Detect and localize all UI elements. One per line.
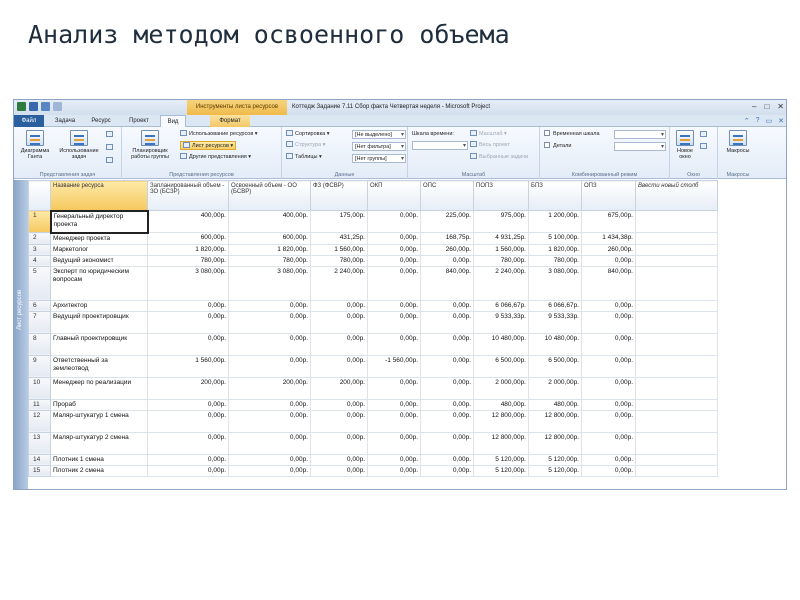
task-usage-button[interactable] bbox=[56, 130, 102, 160]
tab-project[interactable]: Проект bbox=[129, 118, 149, 124]
value-cell[interactable]: 200,00р. bbox=[311, 377, 368, 399]
empty-cell[interactable] bbox=[636, 399, 718, 410]
value-cell[interactable]: 0,00р. bbox=[582, 377, 636, 399]
calendar-view-icon[interactable] bbox=[106, 144, 115, 153]
table-row[interactable] bbox=[29, 454, 718, 465]
group-task-views bbox=[14, 127, 122, 179]
value-cell[interactable]: 1 200,00р. bbox=[529, 211, 582, 233]
group-combo[interactable]: [Нет группы] ▾ bbox=[352, 154, 406, 163]
group-label-task-views: Представления задач bbox=[39, 172, 96, 178]
other-views-button[interactable]: Другие представления ▾ bbox=[180, 153, 251, 162]
col-header-add-new[interactable]: Ввести новый столб bbox=[636, 181, 718, 211]
details-combo[interactable] bbox=[614, 142, 666, 151]
entire-project-icon bbox=[470, 141, 477, 147]
value-cell[interactable]: 260,00р. bbox=[421, 244, 474, 255]
view-bar bbox=[14, 180, 28, 490]
table-row[interactable] bbox=[29, 355, 718, 377]
value-cell[interactable]: 0,00р. bbox=[148, 454, 229, 465]
value-cell[interactable]: 5 120,00р. bbox=[529, 465, 582, 476]
value-cell[interactable]: 6 066,67р. bbox=[474, 300, 529, 311]
value-cell[interactable]: 600,00р. bbox=[229, 233, 311, 245]
task-usage-label: Использование задач bbox=[59, 148, 99, 160]
value-cell[interactable]: 0,00р. bbox=[582, 399, 636, 410]
value-cell[interactable]: 0,00р. bbox=[421, 410, 474, 432]
value-cell[interactable]: 780,00р. bbox=[229, 255, 311, 266]
tab-task[interactable]: Задача bbox=[54, 118, 76, 124]
row-id[interactable]: 15 bbox=[29, 465, 51, 476]
new-window-label: Новое окно bbox=[676, 148, 693, 160]
value-cell[interactable]: 0,00р. bbox=[229, 399, 311, 410]
resource-name-cell[interactable]: Эксперт по юридическим вопросам bbox=[51, 266, 148, 300]
value-cell[interactable]: 0,00р. bbox=[368, 454, 421, 465]
outline-icon bbox=[286, 141, 293, 147]
value-cell[interactable]: 0,00р. bbox=[368, 399, 421, 410]
value-cell[interactable]: 5 100,00р. bbox=[529, 233, 582, 245]
value-cell[interactable]: 0,00р. bbox=[229, 355, 311, 377]
close-button[interactable]: ✕ bbox=[777, 102, 784, 111]
help-icon[interactable]: ? bbox=[755, 117, 760, 124]
row-id[interactable]: 1 bbox=[29, 211, 51, 233]
header-row bbox=[29, 181, 718, 211]
value-cell[interactable]: 3 080,00р. bbox=[148, 266, 229, 300]
value-cell[interactable]: 0,00р. bbox=[148, 333, 229, 355]
value-cell[interactable]: 780,00р. bbox=[148, 255, 229, 266]
value-cell[interactable]: -1 560,00р. bbox=[368, 355, 421, 377]
resource-name-cell[interactable]: Менеджер по реализации bbox=[51, 377, 148, 399]
empty-cell[interactable] bbox=[636, 311, 718, 333]
value-cell[interactable]: 0,00р. bbox=[421, 255, 474, 266]
value-cell[interactable]: 0,00р. bbox=[421, 355, 474, 377]
value-cell[interactable]: 0,00р. bbox=[311, 399, 368, 410]
highlight-combo[interactable]: [Не выделено] ▾ bbox=[352, 130, 406, 139]
value-cell[interactable]: 0,00р. bbox=[368, 333, 421, 355]
quick-access-toolbar bbox=[17, 102, 62, 111]
ms-project-window bbox=[13, 99, 787, 490]
value-cell[interactable]: 0,00р. bbox=[368, 211, 421, 233]
task-usage-icon bbox=[70, 130, 88, 146]
window-controls bbox=[752, 102, 784, 112]
value-cell[interactable]: 0,00р. bbox=[368, 266, 421, 300]
value-cell[interactable]: 0,00р. bbox=[311, 300, 368, 311]
value-cell[interactable]: 9 533,33р. bbox=[474, 311, 529, 333]
value-cell[interactable]: 4 931,25р. bbox=[474, 233, 529, 245]
selected-tasks-label: Выбранные задачи bbox=[479, 154, 529, 160]
resource-name-cell[interactable]: Ведущий проектировщик bbox=[51, 311, 148, 333]
select-all-corner[interactable] bbox=[29, 181, 51, 211]
value-cell[interactable]: 0,00р. bbox=[582, 311, 636, 333]
sort-label: Сортировка bbox=[295, 131, 326, 137]
col-header-sv[interactable]: ОКП bbox=[368, 181, 421, 211]
value-cell[interactable]: 6 500,00р. bbox=[474, 355, 529, 377]
value-cell[interactable]: 400,00р. bbox=[148, 211, 229, 233]
value-cell[interactable]: 0,00р. bbox=[148, 465, 229, 476]
gantt-icon bbox=[26, 130, 44, 146]
entire-project-button[interactable] bbox=[470, 141, 510, 150]
row-id[interactable]: 4 bbox=[29, 255, 51, 266]
value-cell[interactable]: 200,00р. bbox=[229, 377, 311, 399]
details-checkbox[interactable] bbox=[544, 142, 571, 151]
value-cell[interactable]: 0,00р. bbox=[368, 377, 421, 399]
ribbon-tabs bbox=[14, 115, 787, 127]
value-cell[interactable]: 0,00р. bbox=[582, 333, 636, 355]
value-cell[interactable]: 0,00р. bbox=[229, 333, 311, 355]
minimize-button[interactable]: – bbox=[752, 102, 757, 111]
tables-label: Таблицы bbox=[295, 154, 318, 160]
sort-button[interactable]: Сортировка ▾ bbox=[286, 130, 329, 139]
table-row[interactable] bbox=[29, 311, 718, 333]
resource-name-cell[interactable]: Ответственный за землеотвод bbox=[51, 355, 148, 377]
value-cell[interactable]: 1 820,00р. bbox=[529, 244, 582, 255]
value-cell[interactable]: 6 500,00р. bbox=[529, 355, 582, 377]
value-cell[interactable]: 431,25р. bbox=[311, 233, 368, 245]
outline-button[interactable]: Структура ▾ bbox=[286, 141, 325, 150]
value-cell[interactable]: 400,00р. bbox=[229, 211, 311, 233]
save-icon[interactable] bbox=[29, 102, 38, 111]
view-bar-label: Лист ресурсов bbox=[17, 289, 23, 330]
resource-name-cell[interactable]: Маляр-штукатур 1 смена bbox=[51, 410, 148, 432]
window-titlebar bbox=[14, 100, 787, 115]
timescale-label: Шкала времени: bbox=[412, 131, 454, 137]
table-row[interactable] bbox=[29, 333, 718, 355]
outline-label: Структура bbox=[295, 142, 322, 148]
table-row[interactable] bbox=[29, 377, 718, 399]
table-row[interactable] bbox=[29, 233, 718, 245]
value-cell[interactable]: 0,00р. bbox=[582, 355, 636, 377]
new-window-button[interactable] bbox=[673, 130, 697, 160]
value-cell[interactable]: 1 560,00р. bbox=[474, 244, 529, 255]
empty-cell[interactable] bbox=[636, 454, 718, 465]
tables-icon bbox=[286, 153, 293, 159]
value-cell[interactable]: 0,00р. bbox=[368, 244, 421, 255]
empty-cell[interactable] bbox=[636, 432, 718, 454]
value-cell[interactable]: 9 533,33р. bbox=[529, 311, 582, 333]
value-cell[interactable]: 168,75р. bbox=[421, 233, 474, 245]
switch-windows-icon[interactable] bbox=[700, 131, 709, 140]
details-label: Детали bbox=[553, 143, 572, 149]
value-cell[interactable]: 0,00р. bbox=[421, 399, 474, 410]
details-checkbox-box bbox=[544, 142, 550, 148]
value-cell[interactable]: 6 066,67р. bbox=[529, 300, 582, 311]
sort-icon bbox=[286, 130, 293, 136]
table-row[interactable] bbox=[29, 300, 718, 311]
timeline-checkbox-box bbox=[544, 130, 550, 136]
col-header-acwp[interactable]: ФЗ (ФСВР) bbox=[311, 181, 368, 211]
app-icon bbox=[17, 102, 26, 111]
empty-cell[interactable] bbox=[636, 266, 718, 300]
zoom-button[interactable]: Масштаб ▾ bbox=[470, 130, 507, 139]
value-cell[interactable]: 12 800,00р. bbox=[474, 410, 529, 432]
gantt-label: Диаграмма Ганта bbox=[20, 148, 50, 160]
value-cell[interactable]: 12 800,00р. bbox=[529, 432, 582, 454]
selected-tasks-icon bbox=[470, 153, 477, 159]
resource-name-cell[interactable]: Главный проектировщик bbox=[51, 333, 148, 355]
resource-name-cell[interactable]: Менеджер проекта bbox=[51, 233, 148, 245]
value-cell[interactable]: 1 820,00р. bbox=[229, 244, 311, 255]
value-cell[interactable]: 5 120,00р. bbox=[474, 454, 529, 465]
value-cell[interactable]: 0,00р. bbox=[229, 454, 311, 465]
macros-icon bbox=[729, 130, 747, 146]
team-planner-icon bbox=[141, 130, 159, 146]
value-cell[interactable]: 1 820,00р. bbox=[148, 244, 229, 255]
value-cell[interactable]: 0,00р. bbox=[148, 311, 229, 333]
value-cell[interactable]: 2 000,00р. bbox=[529, 377, 582, 399]
value-cell[interactable]: 0,00р. bbox=[311, 333, 368, 355]
value-cell[interactable]: 0,00р. bbox=[229, 465, 311, 476]
filter-combo[interactable]: [Нет фильтра] ▾ bbox=[352, 142, 406, 151]
value-cell[interactable]: 3 080,00р. bbox=[529, 266, 582, 300]
value-cell[interactable]: 1 560,00р. bbox=[311, 244, 368, 255]
value-cell[interactable]: 0,00р. bbox=[148, 399, 229, 410]
network-view-icon[interactable] bbox=[106, 131, 115, 140]
group-macros bbox=[718, 127, 758, 179]
value-cell[interactable]: 10 480,00р. bbox=[529, 333, 582, 355]
value-cell[interactable]: 840,00р. bbox=[582, 266, 636, 300]
value-cell[interactable]: 0,00р. bbox=[311, 454, 368, 465]
timeline-checkbox[interactable] bbox=[544, 130, 600, 139]
value-cell[interactable]: 0,00р. bbox=[229, 300, 311, 311]
value-cell[interactable]: 0,00р. bbox=[421, 311, 474, 333]
value-cell[interactable]: 12 800,00р. bbox=[474, 432, 529, 454]
tables-button[interactable]: Таблицы ▾ bbox=[286, 153, 322, 162]
empty-cell[interactable] bbox=[636, 255, 718, 266]
tab-file[interactable]: Файл bbox=[14, 115, 44, 127]
value-cell[interactable]: 780,00р. bbox=[529, 255, 582, 266]
group-label-macros: Макросы bbox=[726, 172, 750, 178]
team-planner-button[interactable] bbox=[126, 130, 174, 160]
row-id[interactable]: 7 bbox=[29, 311, 51, 333]
value-cell[interactable]: 0,00р. bbox=[582, 465, 636, 476]
empty-cell[interactable] bbox=[636, 377, 718, 399]
value-cell[interactable]: 225,00р. bbox=[421, 211, 474, 233]
col-header-bac[interactable]: БПЗ bbox=[529, 181, 582, 211]
table-row[interactable] bbox=[29, 255, 718, 266]
value-cell[interactable]: 480,00р. bbox=[474, 399, 529, 410]
row-id[interactable]: 9 bbox=[29, 355, 51, 377]
timeline-combo[interactable] bbox=[614, 130, 666, 139]
arrange-icon[interactable] bbox=[700, 143, 709, 152]
resource-usage-icon bbox=[180, 130, 187, 136]
other-views-label: Другие представления bbox=[189, 154, 247, 160]
value-cell[interactable]: 780,00р. bbox=[311, 255, 368, 266]
row-id[interactable]: 13 bbox=[29, 432, 51, 454]
resource-sheet-icon bbox=[183, 142, 190, 148]
value-cell[interactable]: 12 800,00р. bbox=[529, 410, 582, 432]
timescale-combo[interactable] bbox=[412, 141, 468, 150]
value-cell[interactable]: 0,00р. bbox=[421, 454, 474, 465]
value-cell[interactable]: 0,00р. bbox=[582, 255, 636, 266]
resource-name-cell[interactable]: Маркетолог bbox=[51, 244, 148, 255]
group-resource-views bbox=[122, 127, 282, 179]
new-window-icon bbox=[676, 130, 694, 146]
table-row[interactable] bbox=[29, 410, 718, 432]
group-window bbox=[670, 127, 718, 179]
empty-cell[interactable] bbox=[636, 244, 718, 255]
resource-usage-label: Использование ресурсов bbox=[189, 131, 254, 137]
close-doc-icon[interactable]: ✕ bbox=[778, 118, 784, 125]
empty-cell[interactable] bbox=[636, 211, 718, 233]
ribbon bbox=[14, 127, 787, 179]
value-cell[interactable]: 0,00р. bbox=[582, 454, 636, 465]
group-label-window: Окно bbox=[687, 172, 700, 178]
restore-icon[interactable]: ▭ bbox=[765, 118, 773, 125]
resource-usage-button[interactable]: Использование ресурсов ▾ bbox=[180, 130, 258, 139]
context-tab-label: Инструменты листа ресурсов bbox=[187, 100, 287, 115]
value-cell[interactable]: 675,00р. bbox=[582, 211, 636, 233]
help-icons bbox=[744, 117, 784, 125]
resource-name-cell[interactable]: Прораб bbox=[51, 399, 148, 410]
value-cell[interactable]: 0,00р. bbox=[368, 465, 421, 476]
value-cell[interactable]: 0,00р. bbox=[421, 465, 474, 476]
table-row[interactable] bbox=[29, 465, 718, 476]
value-cell[interactable]: 0,00р. bbox=[582, 432, 636, 454]
value-cell[interactable]: 0,00р. bbox=[421, 300, 474, 311]
resource-name-cell[interactable]: Маляр-штукатур 2 смена bbox=[51, 432, 148, 454]
resource-name-cell[interactable]: Генеральный директор проекта bbox=[51, 211, 148, 233]
undo-icon[interactable] bbox=[41, 102, 50, 111]
value-cell[interactable]: 840,00р. bbox=[421, 266, 474, 300]
value-cell[interactable]: 0,00р. bbox=[368, 300, 421, 311]
row-id[interactable]: 8 bbox=[29, 333, 51, 355]
zoom-label: Масштаб bbox=[479, 131, 503, 137]
value-cell[interactable]: 0,00р. bbox=[368, 233, 421, 245]
value-cell[interactable]: 1 434,38р. bbox=[582, 233, 636, 245]
value-cell[interactable]: 5 120,00р. bbox=[529, 454, 582, 465]
value-cell[interactable]: 480,00р. bbox=[529, 399, 582, 410]
team-planner-label: Планировщик работы группы bbox=[131, 148, 169, 160]
value-cell[interactable]: 0,00р. bbox=[368, 311, 421, 333]
table-row[interactable] bbox=[29, 244, 718, 255]
value-cell[interactable]: 2 000,00р. bbox=[474, 377, 529, 399]
value-cell[interactable]: 260,00р. bbox=[582, 244, 636, 255]
table-row[interactable] bbox=[29, 432, 718, 454]
table-row[interactable] bbox=[29, 399, 718, 410]
value-cell[interactable]: 0,00р. bbox=[148, 410, 229, 432]
value-cell[interactable]: 0,00р. bbox=[311, 410, 368, 432]
tab-format[interactable]: Формат bbox=[210, 115, 250, 127]
row-id[interactable]: 6 bbox=[29, 300, 51, 311]
ribbon-collapse-icon[interactable]: ⌃ bbox=[743, 118, 750, 125]
value-cell[interactable]: 0,00р. bbox=[582, 410, 636, 432]
zoom-icon bbox=[470, 130, 477, 136]
redo-icon[interactable] bbox=[53, 102, 62, 111]
value-cell[interactable]: 0,00р. bbox=[311, 355, 368, 377]
value-cell[interactable]: 2 240,00р. bbox=[311, 266, 368, 300]
row-id[interactable]: 3 bbox=[29, 244, 51, 255]
group-label-zoom: Масштаб bbox=[461, 172, 486, 178]
empty-cell[interactable] bbox=[636, 300, 718, 311]
value-cell[interactable]: 0,00р. bbox=[311, 311, 368, 333]
resource-table bbox=[28, 180, 718, 477]
col-header-bcws[interactable]: Запланированный объем - ЗО (БСЗР) bbox=[148, 181, 229, 211]
value-cell[interactable]: 780,00р. bbox=[474, 255, 529, 266]
tab-resource[interactable]: Ресурс bbox=[91, 118, 111, 124]
value-cell[interactable]: 0,00р. bbox=[229, 410, 311, 432]
value-cell[interactable]: 975,00р. bbox=[474, 211, 529, 233]
value-cell[interactable]: 0,00р. bbox=[582, 300, 636, 311]
value-cell[interactable]: 175,00р. bbox=[311, 211, 368, 233]
other-task-views-icon[interactable] bbox=[106, 157, 115, 166]
row-id[interactable]: 12 bbox=[29, 410, 51, 432]
slide-title: Анализ методом освоенного объема bbox=[28, 20, 510, 49]
value-cell[interactable]: 0,00р. bbox=[229, 432, 311, 454]
value-cell[interactable]: 10 480,00р. bbox=[474, 333, 529, 355]
timeline-label: Временная шкала bbox=[553, 131, 600, 137]
group-split-view bbox=[540, 127, 670, 179]
table-body bbox=[29, 211, 718, 477]
empty-cell[interactable] bbox=[636, 410, 718, 432]
row-id[interactable]: 14 bbox=[29, 454, 51, 465]
empty-cell[interactable] bbox=[636, 465, 718, 476]
value-cell[interactable]: 3 080,00р. bbox=[229, 266, 311, 300]
group-label-resource-views: Представления ресурсов bbox=[169, 172, 234, 178]
tab-view[interactable]: Вид bbox=[160, 115, 186, 127]
col-header-bcwp[interactable]: Освоенный объем - ОО (БСВР) bbox=[229, 181, 311, 211]
window-title: Коттедж Задание 7.11 Сбор факта Четвертая неделя - Microsoft Project bbox=[292, 104, 491, 110]
resource-sheet-label: Лист ресурсов bbox=[192, 143, 229, 149]
group-label-split-view: Комбинированный режим bbox=[571, 172, 638, 178]
col-header-eac[interactable]: ПОПЗ bbox=[474, 181, 529, 211]
value-cell[interactable]: 0,00р. bbox=[148, 432, 229, 454]
value-cell[interactable]: 5 120,00р. bbox=[474, 465, 529, 476]
table-row[interactable] bbox=[29, 211, 718, 233]
resource-name-cell[interactable]: Плотник 2 смена bbox=[51, 465, 148, 476]
group-zoom bbox=[408, 127, 540, 179]
macros-label: Макросы bbox=[726, 148, 750, 154]
value-cell[interactable]: 0,00р. bbox=[421, 377, 474, 399]
value-cell[interactable]: 0,00р. bbox=[311, 432, 368, 454]
selected-tasks-button[interactable] bbox=[470, 153, 528, 162]
empty-cell[interactable] bbox=[636, 233, 718, 245]
group-data bbox=[282, 127, 408, 179]
entire-project-label: Весь проект bbox=[479, 142, 511, 148]
gantt-chart-button[interactable] bbox=[17, 130, 53, 160]
maximize-button[interactable]: □ bbox=[764, 102, 770, 111]
macros-button[interactable] bbox=[721, 130, 755, 154]
empty-cell[interactable] bbox=[636, 333, 718, 355]
group-label-data: Данные bbox=[334, 172, 355, 178]
col-header-name[interactable]: Название ресурса bbox=[51, 181, 148, 211]
value-cell[interactable]: 0,00р. bbox=[148, 300, 229, 311]
empty-cell[interactable] bbox=[636, 355, 718, 377]
value-cell[interactable]: 0,00р. bbox=[421, 432, 474, 454]
value-cell[interactable]: 0,00р. bbox=[368, 255, 421, 266]
resource-sheet-grid bbox=[28, 180, 787, 490]
value-cell[interactable]: 200,00р. bbox=[148, 377, 229, 399]
value-cell[interactable]: 1 560,00р. bbox=[148, 355, 229, 377]
resource-name-cell[interactable]: Ведущий экономист bbox=[51, 255, 148, 266]
value-cell[interactable]: 0,00р. bbox=[421, 333, 474, 355]
value-cell[interactable]: 600,00р. bbox=[148, 233, 229, 245]
col-header-vac[interactable]: ОПЗ bbox=[582, 181, 636, 211]
value-cell[interactable]: 0,00р. bbox=[229, 311, 311, 333]
resource-sheet-button[interactable]: Лист ресурсов ▾ bbox=[180, 141, 236, 150]
value-cell[interactable]: 0,00р. bbox=[368, 432, 421, 454]
resource-name-cell[interactable]: Плотник 1 смена bbox=[51, 454, 148, 465]
value-cell[interactable]: 0,00р. bbox=[311, 465, 368, 476]
row-id[interactable]: 2 bbox=[29, 233, 51, 245]
row-id[interactable]: 11 bbox=[29, 399, 51, 410]
resource-name-cell[interactable]: Архитектор bbox=[51, 300, 148, 311]
row-id[interactable]: 10 bbox=[29, 377, 51, 399]
value-cell[interactable]: 0,00р. bbox=[368, 410, 421, 432]
other-views-icon bbox=[180, 153, 187, 159]
table-row[interactable] bbox=[29, 266, 718, 300]
row-id[interactable]: 5 bbox=[29, 266, 51, 300]
value-cell[interactable]: 2 240,00р. bbox=[474, 266, 529, 300]
col-header-cv[interactable]: ОПС bbox=[421, 181, 474, 211]
